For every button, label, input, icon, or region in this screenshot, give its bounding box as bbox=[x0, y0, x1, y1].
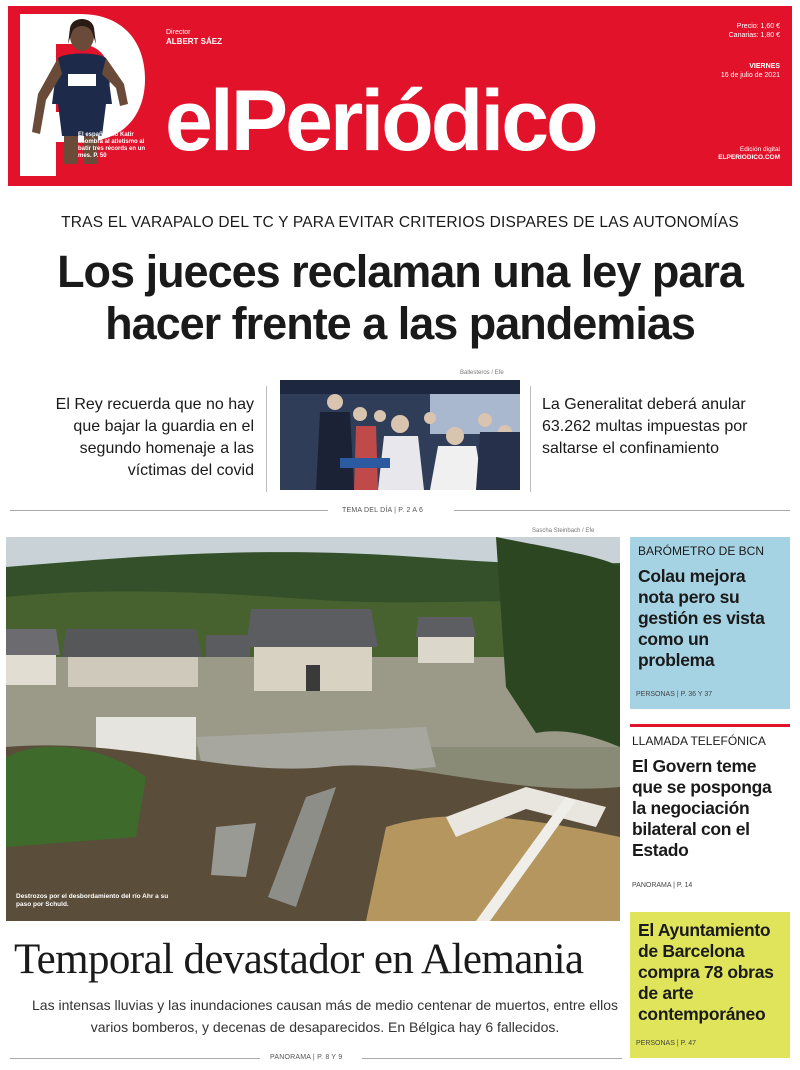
box-page-ref: PANORAMA | P. 14 bbox=[632, 882, 693, 889]
rule bbox=[362, 1058, 622, 1059]
digital-edition[interactable] bbox=[718, 146, 780, 162]
issue-date bbox=[721, 62, 780, 80]
box-title: Colau mejora nota pero su gestión es vista como un problema bbox=[638, 566, 765, 670]
cover-photo-caption: El español Mo Katir asombra al atletismo al batir tres récords en un mes. P. 50 bbox=[78, 132, 146, 159]
newspaper-logo[interactable]: elPeriódico bbox=[165, 73, 596, 169]
box-page-ref: PERSONAS | P. 36 Y 37 bbox=[636, 691, 713, 698]
lead-headline[interactable] bbox=[0, 246, 800, 350]
section-label-panorama: PANORAMA | P. 8 Y 9 bbox=[270, 1054, 343, 1061]
edition-label: Edición digital bbox=[739, 146, 780, 153]
box-title: El Govern teme que se posponga la negociación bilateral con el Estado bbox=[632, 756, 772, 860]
director-label: Director bbox=[166, 29, 191, 36]
director-name: ALBERT SÁEZ bbox=[166, 37, 222, 46]
director-credit bbox=[166, 28, 222, 46]
price-info bbox=[729, 22, 780, 40]
divider bbox=[530, 386, 531, 492]
photo-credit: Sascha Steinbach / Efe bbox=[532, 528, 595, 534]
box-label: BARÓMETRO DE BCN bbox=[638, 544, 765, 558]
section-label-tema: TEMA DEL DÍA | P. 2 A 6 bbox=[342, 507, 424, 514]
box-title: El Ayuntamiento de Barcelona compra 78 obras de arte contemporáneo bbox=[638, 920, 774, 1024]
flood-photo bbox=[6, 537, 620, 921]
sidebar-box-ayuntamiento[interactable] bbox=[630, 912, 790, 1058]
weekday: VIERNES bbox=[749, 63, 780, 70]
flood-story-dek: Las intensas lluvias y las inundaciones causan más de medio centenar de muertos, entre ellos varios bomberos, y decenas de desaparecidos. En Bélgica hay 6 fallecidos. bbox=[32, 997, 618, 1035]
lead-headline-line-2: hacer frente a las pandemias bbox=[105, 298, 695, 349]
photo-credit: Ballesteros / Efe bbox=[460, 370, 504, 376]
homage-photo bbox=[280, 380, 520, 490]
price-line-2: Canarias: 1,80 € bbox=[728, 32, 780, 39]
flood-story-headline[interactable]: Temporal devastador en Alemania bbox=[14, 936, 584, 983]
flood-photo-caption: Destrozos por el desbordamiento del río Ahr a su paso por Schuld. bbox=[16, 893, 169, 908]
rule bbox=[454, 510, 790, 511]
date: 16 de julio de 2021 bbox=[720, 72, 780, 79]
sidebar-box-llamada[interactable] bbox=[630, 724, 790, 896]
sub-story-fines[interactable]: La Generalitat deberá anular 63.262 multas impuestas por saltarse el confinamiento bbox=[542, 396, 748, 457]
divider bbox=[266, 386, 267, 492]
sidebar-box-barometro[interactable] bbox=[630, 537, 790, 709]
price-line-1: Precio: 1,60 € bbox=[736, 23, 780, 30]
lead-kicker: TRAS EL VARAPALO DEL TC Y PARA EVITAR CRITERIOS DISPARES DE LAS AUTONOMÍAS bbox=[61, 214, 739, 231]
sub-story-king[interactable]: El Rey recuerda que no hay que bajar la guardia en el segundo homenaje a las víctimas del covid bbox=[55, 396, 254, 479]
website-link[interactable]: ELPERIODICO.COM bbox=[718, 154, 780, 161]
box-label: LLAMADA TELEFÓNICA bbox=[632, 734, 766, 748]
rule bbox=[10, 1058, 260, 1059]
masthead bbox=[8, 6, 792, 186]
lead-headline-line-1: Los jueces reclaman una ley para bbox=[57, 246, 743, 297]
rule bbox=[10, 510, 328, 511]
box-page-ref: PERSONAS | P. 47 bbox=[636, 1040, 697, 1047]
